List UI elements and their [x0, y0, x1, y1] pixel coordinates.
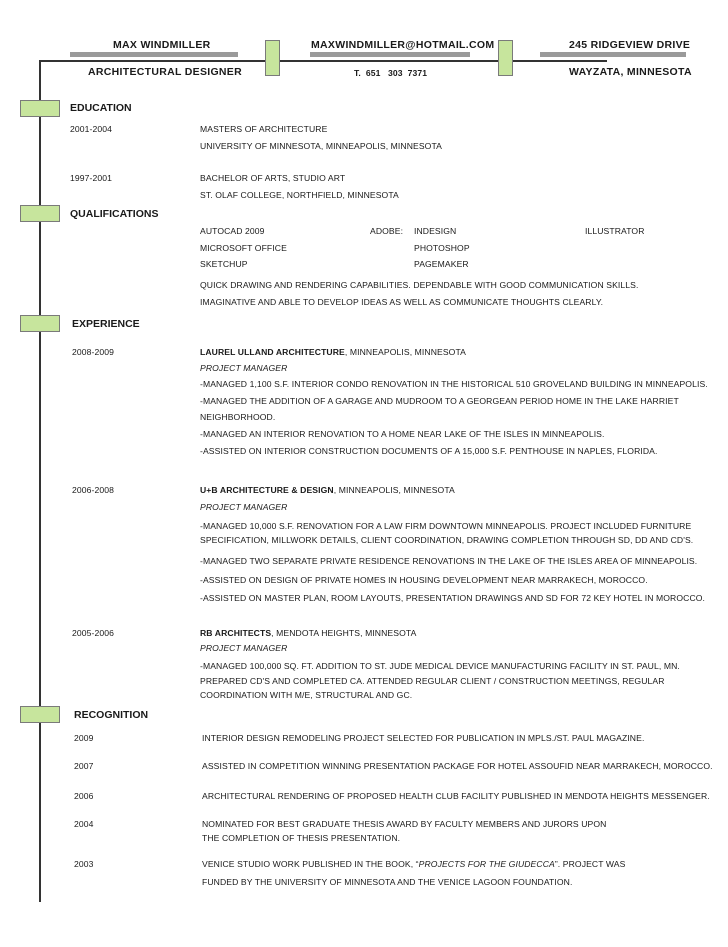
- job-duty: -MANAGED AN INTERIOR RENOVATION TO A HOME NEAR LAKE OF THE ISLES IN MINNEAPOLIS.: [200, 429, 605, 439]
- software-item: ILLUSTRATOR: [585, 226, 645, 236]
- software-item: MICROSOFT OFFICE: [200, 243, 287, 253]
- job-duty: -MANAGED THE ADDITION OF A GARAGE AND MUDROOM TO A GEORGEAN PERIOD HOME IN THE LAKE HARRIET: [200, 396, 679, 406]
- job-duty: SPECIFICATION, MILLWORK DETAILS, CLIENT COORDINATION, DRAWING COMPLETION THROUGH SD, DD AND CD'S.: [200, 535, 694, 545]
- job-duty: -ASSISTED ON INTERIOR CONSTRUCTION DOCUMENTS OF A 15,000 S.F. PENTHOUSE IN NAPLES, FLORIDA.: [200, 446, 658, 456]
- job-firm: U+B ARCHITECTURE & DESIGN: [200, 485, 334, 495]
- section-heading-education: EDUCATION: [70, 102, 132, 114]
- job-role: PROJECT MANAGER: [200, 363, 288, 373]
- header-bar-left: [70, 52, 238, 57]
- section-marker-experience: [20, 315, 60, 332]
- job-role: PROJECT MANAGER: [200, 502, 288, 512]
- job-years: 2005-2006: [72, 628, 114, 638]
- recognition-text: INTERIOR DESIGN REMODELING PROJECT SELECTED FOR PUBLICATION IN MPLS./ST. PAUL MAGAZINE.: [202, 733, 645, 743]
- section-marker-education: [20, 100, 60, 117]
- job-duty: -MANAGED 100,000 SQ. FT. ADDITION TO ST. JUDE MEDICAL DEVICE MANUFACTURING FACILITY IN ST. PAUL, MN.: [200, 661, 680, 671]
- education-school: UNIVERSITY OF MINNESOTA, MINNEAPOLIS, MINNESOTA: [200, 141, 443, 151]
- section-heading-experience: EXPERIENCE: [72, 318, 140, 330]
- education-school: ST. OLAF COLLEGE, NORTHFIELD, MINNESOTA: [200, 190, 399, 200]
- recognition-text: ARCHITECTURAL RENDERING OF PROPOSED HEALTH CLUB FACILITY PUBLISHED IN MENDOTA HEIGHTS MESSENGER.: [202, 791, 710, 801]
- adobe-label: ADOBE:: [370, 226, 404, 236]
- job-role: PROJECT MANAGER: [200, 643, 288, 653]
- recognition-text-continued: FUNDED BY THE UNIVERSITY OF MINNESOTA AND THE VENICE LAGOON FOUNDATION.: [202, 877, 573, 887]
- job-heading: [200, 347, 466, 357]
- job-duty: PREPARED CD'S AND COMPLETED CA. ATTENDED REGULAR CLIENT / CONSTRUCTION MEETINGS, REGULAR: [200, 676, 665, 686]
- recognition-year: 2007: [74, 761, 94, 771]
- education-degree: BACHELOR OF ARTS, STUDIO ART: [200, 173, 346, 183]
- software-item: SKETCHUP: [200, 259, 248, 269]
- qualifications-summary: IMAGINATIVE AND ABLE TO DEVELOP IDEAS AS WELL AS COMMUNICATE THOUGHTS CLEARLY.: [200, 297, 604, 307]
- header-street: 245 RIDGEVIEW DRIVE: [569, 39, 691, 51]
- recognition-year: 2006: [74, 791, 94, 801]
- header-name: MAX WINDMILLER: [113, 39, 211, 51]
- recognition-year: 2009: [74, 733, 94, 743]
- recognition-text: [202, 859, 625, 869]
- job-duty: COORDINATION WITH M/E, STRUCTURAL AND GC.: [200, 690, 413, 700]
- recognition-text: NOMINATED FOR BEST GRADUATE THESIS AWARD BY FACULTY MEMBERS AND JURORS UPON: [202, 819, 607, 829]
- job-location: , MENDOTA HEIGHTS, MINNESOTA: [271, 628, 417, 638]
- job-location: , MINNEAPOLIS, MINNESOTA: [333, 485, 455, 495]
- header-bar-middle: [310, 52, 470, 57]
- section-marker-recognition: [20, 706, 60, 723]
- recognition-text: ASSISTED IN COMPETITION WINNING PRESENTATION PACKAGE FOR HOTEL ASSOUFID NEAR MARRAKECH, MOROCCO.: [202, 761, 713, 771]
- section-marker-qualifications: [20, 205, 60, 222]
- education-years: 2001-2004: [70, 124, 112, 134]
- section-heading-recognition: RECOGNITION: [74, 709, 149, 721]
- header-email[interactable]: MAXWINDMILLER@HOTMAIL.COM: [311, 39, 495, 51]
- software-item: AUTOCAD 2009: [200, 226, 265, 236]
- recognition-year: 2004: [74, 819, 94, 829]
- job-duty: -MANAGED TWO SEPARATE PRIVATE RESIDENCE RENOVATIONS IN THE LAKE OF THE ISLES AREA OF MINNEAPOLIS.: [200, 556, 698, 566]
- header-bar-right: [540, 52, 686, 57]
- recognition-text-part: VENICE STUDIO WORK PUBLISHED IN THE BOOK, “: [202, 859, 419, 869]
- header-divider-block-2: [498, 40, 513, 76]
- book-title: PROJECTS FOR THE GIUDECCA: [418, 859, 555, 869]
- job-heading: [200, 628, 416, 638]
- section-heading-qualifications: QUALIFICATIONS: [70, 208, 159, 220]
- recognition-text-part: ”. PROJECT WAS: [554, 859, 626, 869]
- job-location: , MINNEAPOLIS, MINNESOTA: [344, 347, 467, 357]
- recognition-text-continued: THE COMPLETION OF THESIS PRESENTATION.: [202, 833, 401, 843]
- education-years: 1997-2001: [70, 173, 112, 183]
- software-item: INDESIGN: [414, 226, 457, 236]
- job-firm: LAUREL ULLAND ARCHITECTURE: [200, 347, 345, 357]
- recognition-year: 2003: [74, 859, 94, 869]
- job-firm: RB ARCHITECTS: [200, 628, 272, 638]
- header-phone: T. 651 303 7371: [354, 68, 428, 78]
- header-city: WAYZATA, MINNESOTA: [569, 66, 692, 78]
- header-title: ARCHITECTURAL DESIGNER: [88, 66, 242, 78]
- timeline-vertical-line: [39, 60, 41, 902]
- job-years: 2006-2008: [72, 485, 114, 495]
- software-item: PHOTOSHOP: [414, 243, 470, 253]
- job-duty: -MANAGED 1,100 S.F. INTERIOR CONDO RENOVATION IN THE HISTORICAL 510 GROVELAND BUILDING IN MINNEAPOLIS.: [200, 379, 708, 389]
- header-divider-block-1: [265, 40, 280, 76]
- education-degree: MASTERS OF ARCHITECTURE: [200, 124, 328, 134]
- software-item: PAGEMAKER: [414, 259, 469, 269]
- job-duty: NEIGHBORHOOD.: [200, 412, 276, 422]
- job-years: 2008-2009: [72, 347, 114, 357]
- job-duty: -ASSISTED ON MASTER PLAN, ROOM LAYOUTS, PRESENTATION DRAWINGS AND SD FOR 72 KEY HOTEL IN MOROCCO.: [200, 593, 706, 603]
- header-horizontal-line: [39, 60, 607, 62]
- qualifications-summary: QUICK DRAWING AND RENDERING CAPABILITIES. DEPENDABLE WITH GOOD COMMUNICATION SKILLS.: [200, 280, 639, 290]
- job-duty: -MANAGED 10,000 S.F. RENOVATION FOR A LAW FIRM DOWNTOWN MINNEAPOLIS. PROJECT INCLUDED FURNITURE: [200, 521, 692, 531]
- job-heading: [200, 485, 455, 495]
- job-duty: -ASSISTED ON DESIGN OF PRIVATE HOMES IN HOUSING DEVELOPMENT NEAR MARRAKECH, MOROCCO.: [200, 575, 648, 585]
